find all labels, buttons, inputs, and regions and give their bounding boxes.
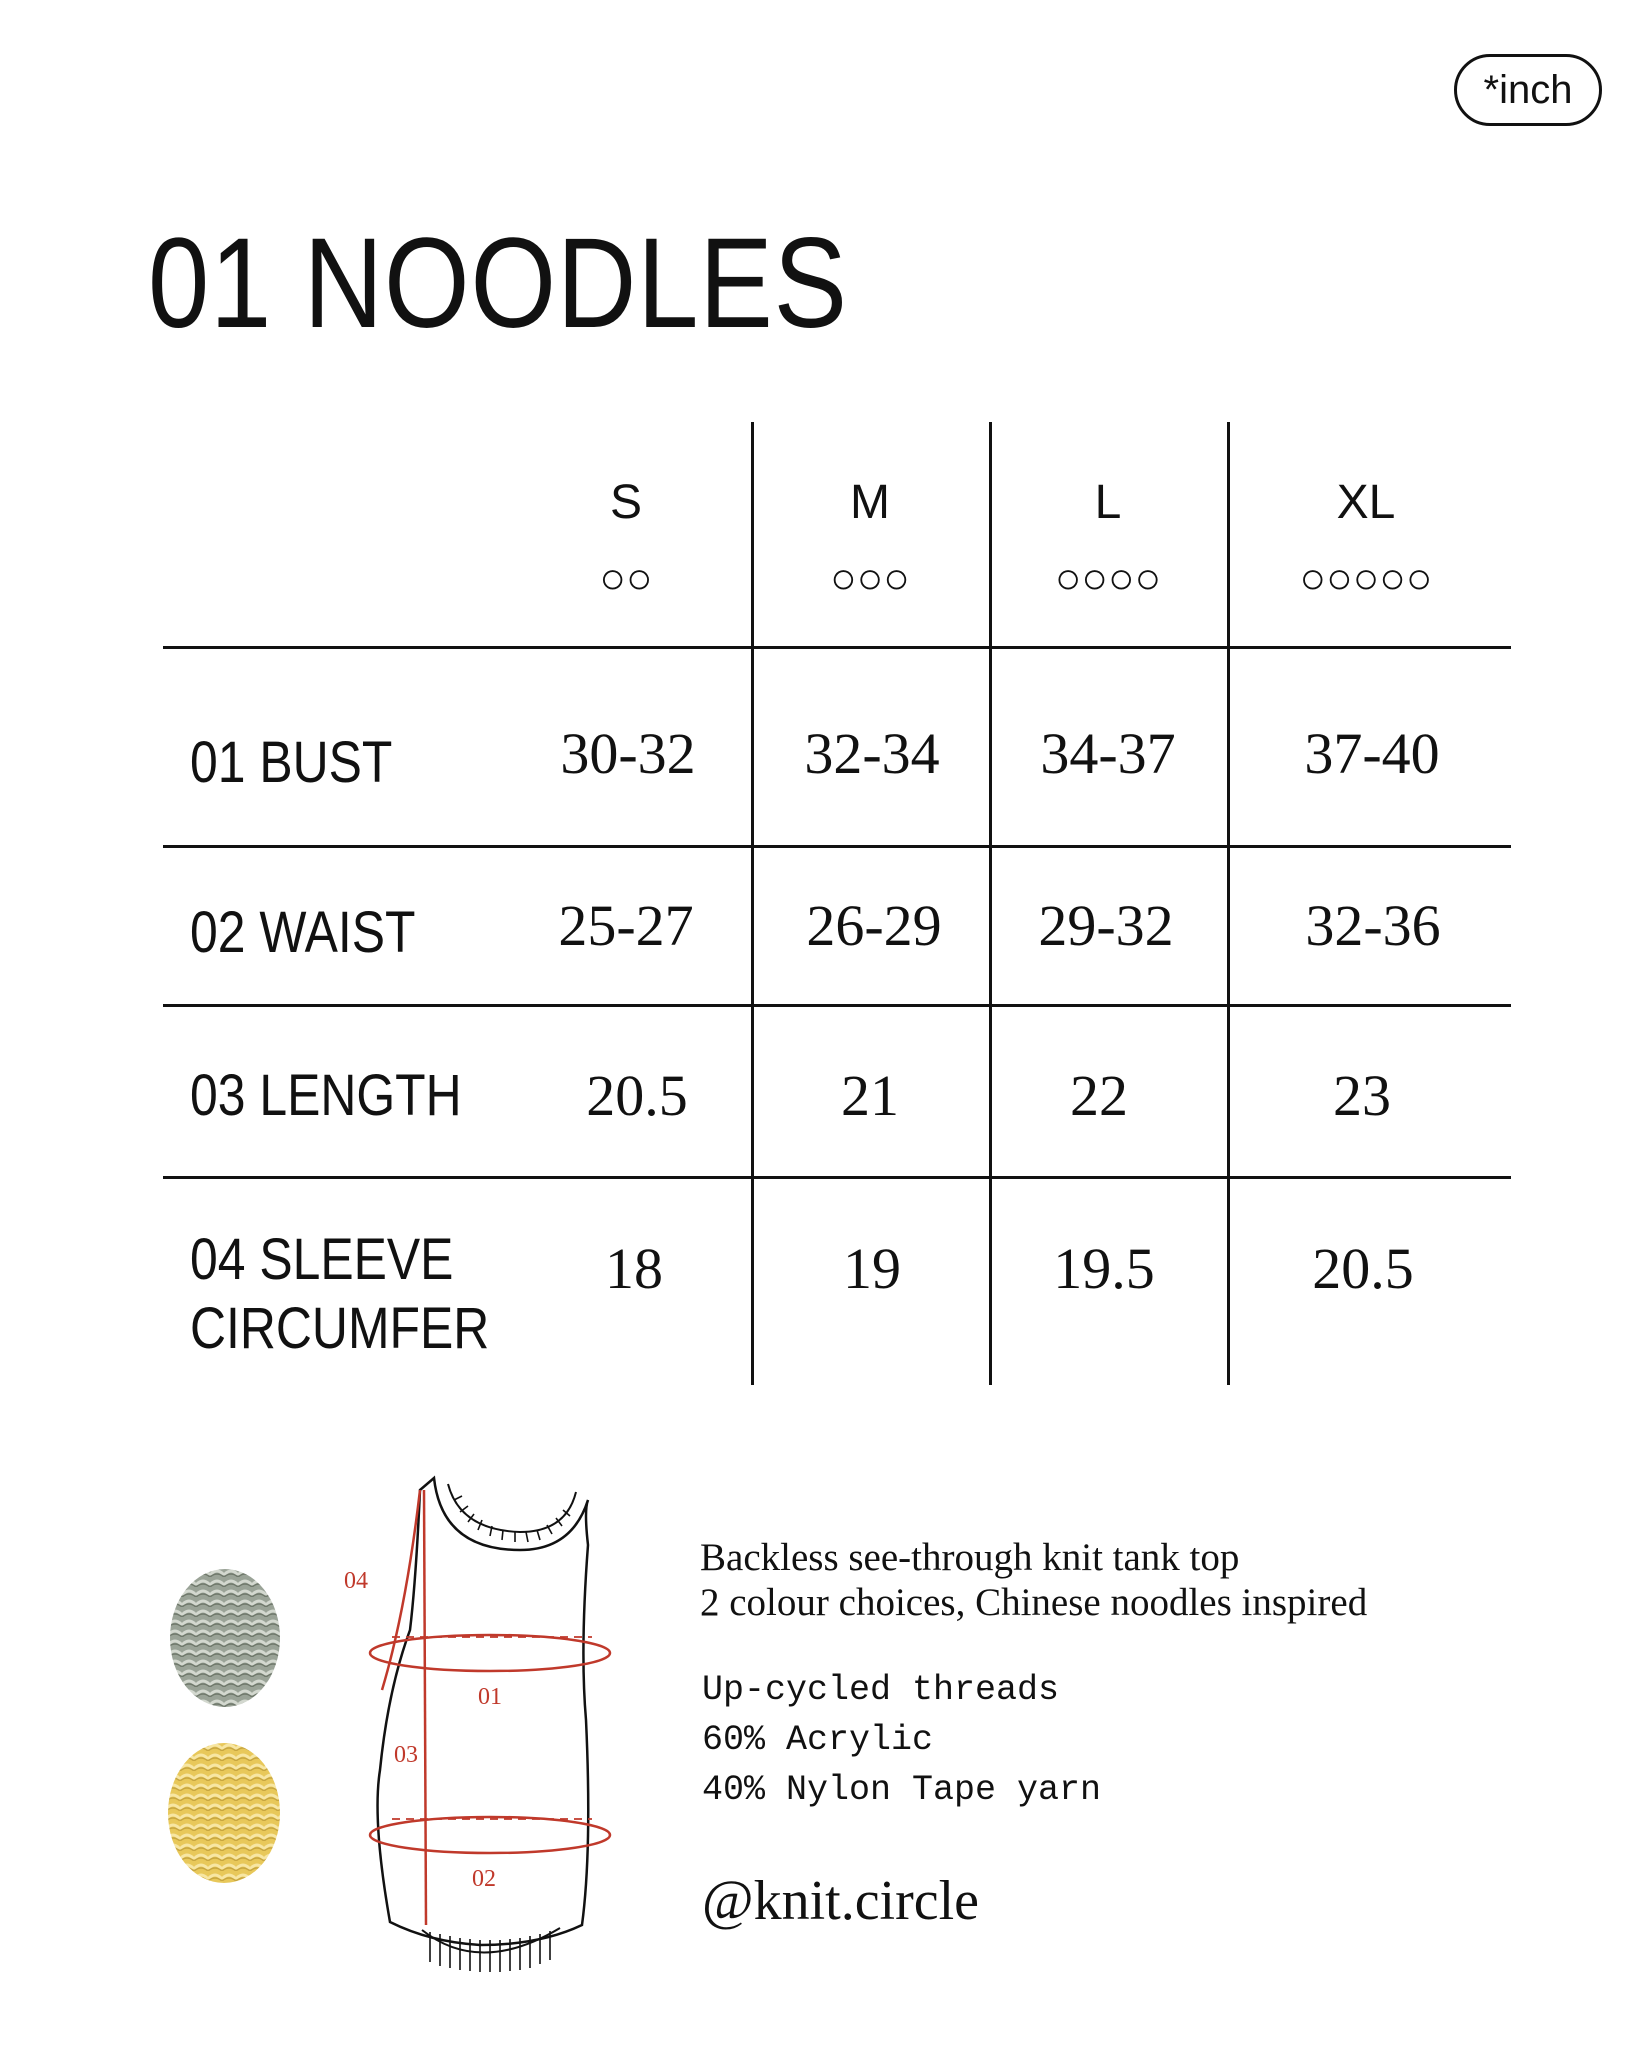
cell-bust-m: 32-34 <box>804 721 940 786</box>
unit-badge: *inch <box>1454 54 1602 126</box>
diagram-label-04: 04 <box>344 1568 368 1594</box>
table-divider <box>1227 422 1230 1385</box>
cell-sleeve-m: 19 <box>843 1236 901 1301</box>
cell-sleeve-s: 18 <box>605 1236 663 1301</box>
page-title: 01 NOODLES <box>148 212 848 355</box>
description-line-1: Backless see-through knit tank top <box>700 1536 1240 1579</box>
size-header-s: S <box>609 476 642 529</box>
cell-sleeve-l: 19.5 <box>1053 1236 1155 1301</box>
diagram-label-03: 03 <box>394 1742 418 1768</box>
diagram-label-02: 02 <box>472 1866 496 1892</box>
hem-rib-lines <box>422 1928 560 1972</box>
yarn-swatch-grey <box>168 1567 282 1709</box>
cell-sleeve-xl: 20.5 <box>1312 1236 1414 1301</box>
cell-length-l: 22 <box>1070 1063 1128 1128</box>
cell-bust-xl: 37-40 <box>1304 721 1440 786</box>
material-line-1: Up-cycled threads <box>702 1670 1060 1710</box>
tank-top-diagram <box>330 1470 650 1980</box>
size-dots-m: ○○○ <box>830 554 910 603</box>
yarn-swatch-yellow <box>166 1741 282 1885</box>
diagram-label-01: 01 <box>478 1684 502 1710</box>
row-label-bust: 01 BUST <box>190 730 393 795</box>
row-label-length: 03 LENGTH <box>190 1063 462 1128</box>
row-label-sleeve-line2: CIRCUMFER <box>190 1296 490 1361</box>
material-line-3: 40% Nylon Tape yarn <box>702 1770 1102 1810</box>
table-rule <box>163 845 1511 848</box>
size-header-xl: XL <box>1336 476 1396 529</box>
size-header-m: M <box>850 476 890 529</box>
size-dots-s: ○○ <box>599 554 653 603</box>
cell-waist-l: 29-32 <box>1038 893 1174 958</box>
table-rule <box>163 646 1511 649</box>
brand-handle[interactable]: @knit.circle <box>702 1870 980 1932</box>
table-rule <box>163 1004 1511 1007</box>
size-header-l: L <box>1094 476 1122 529</box>
cell-bust-s: 30-32 <box>560 721 696 786</box>
neckline-rib <box>448 1484 576 1532</box>
cell-waist-m: 26-29 <box>806 893 942 958</box>
length-measure-line <box>424 1490 426 1925</box>
description-line-2: 2 colour choices, Chinese noodles inspired <box>700 1581 1368 1624</box>
cell-length-s: 20.5 <box>586 1063 688 1128</box>
cell-length-xl: 23 <box>1333 1063 1391 1128</box>
cell-length-m: 21 <box>841 1063 899 1128</box>
cell-bust-l: 34-37 <box>1040 721 1176 786</box>
size-dots-xl: ○○○○○ <box>1299 554 1433 603</box>
cell-waist-xl: 32-36 <box>1305 893 1441 958</box>
table-divider <box>751 422 754 1385</box>
row-label-sleeve: 04 SLEEVE <box>190 1227 454 1292</box>
cell-waist-s: 25-27 <box>558 893 694 958</box>
material-line-2: 60% Acrylic <box>702 1720 934 1760</box>
bust-measure-ring <box>370 1635 610 1671</box>
waist-measure-ring <box>370 1817 610 1853</box>
row-label-waist: 02 WAIST <box>190 900 416 965</box>
table-rule <box>163 1176 1511 1179</box>
size-dots-l: ○○○○ <box>1054 554 1162 603</box>
